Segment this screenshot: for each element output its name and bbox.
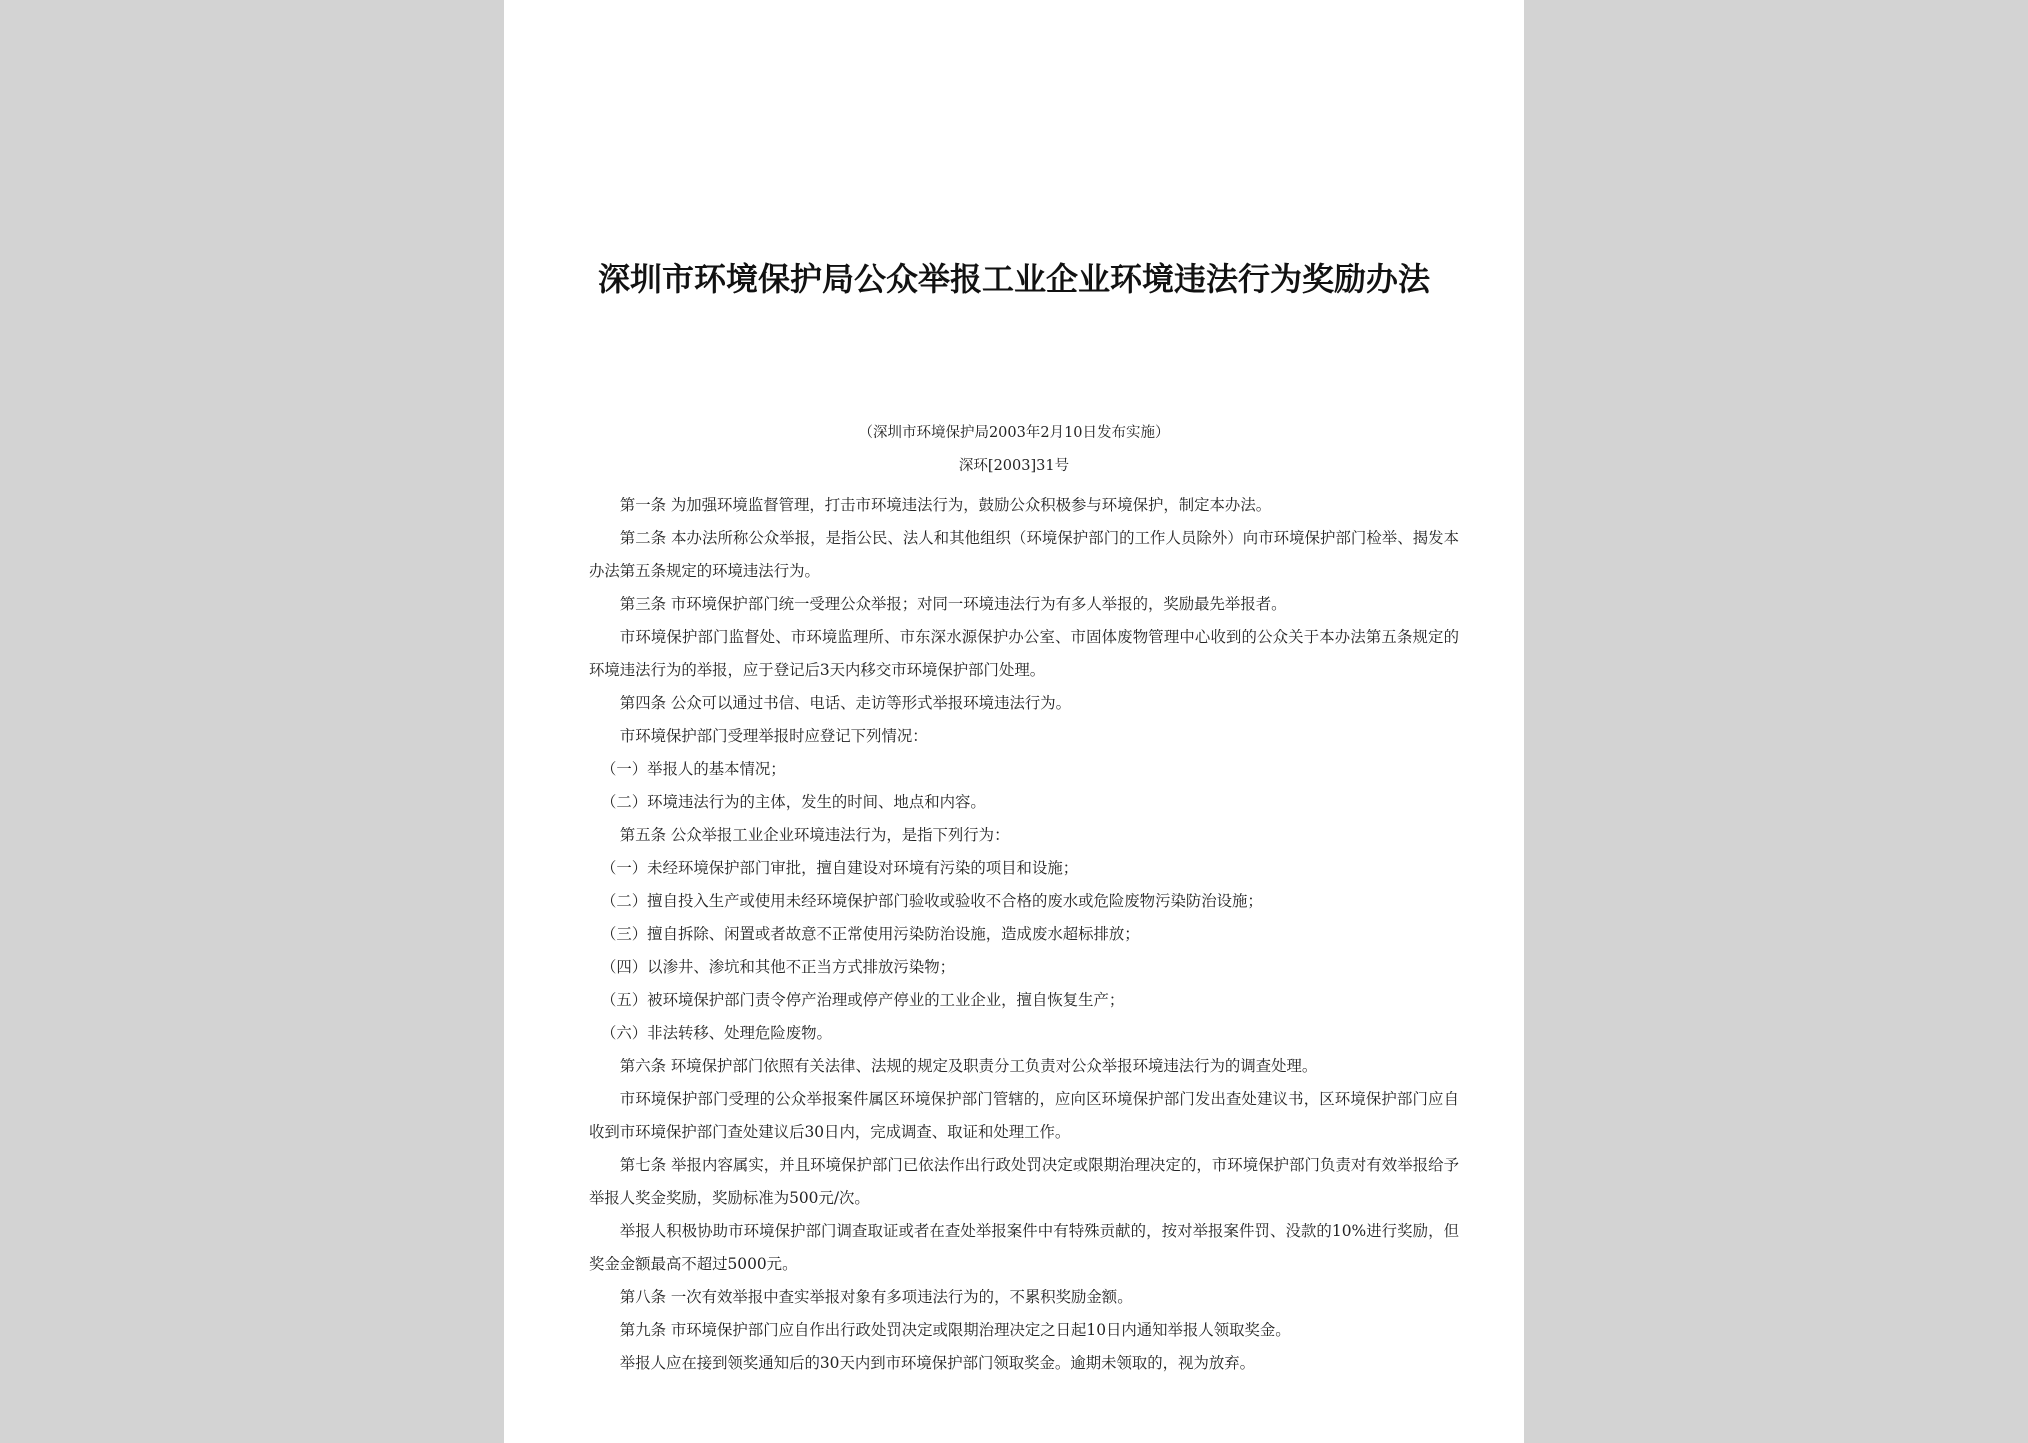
list-item: （二）擅自投入生产或使用未经环境保护部门验收或验收不合格的废水或危险废物污染防治设施；: [601, 892, 1263, 910]
list-item: （二）环境违法行为的主体，发生的时间、地点和内容。: [601, 793, 986, 811]
list-item: （一）举报人的基本情况；: [601, 760, 786, 778]
list-item: （一）未经环境保护部门审批，擅自建设对环境有污染的项目和设施；: [601, 859, 1079, 877]
paragraph-article-6-district: 市环境保护部门受理的公众举报案件属区环境保护部门管辖的，应向区环境保护部门发出查处建议书，区环境保护部门应自收到市环境保护部门查处建议后30日内，完成调查、取证和处理工作。: [589, 1090, 1459, 1141]
paragraph-article-3: 第三条 市环境保护部门统一受理公众举报；对同一环境违法行为有多人举报的，奖励最先举报者。: [619, 595, 1287, 613]
paragraph-article-5: 第五条 公众举报工业企业环境违法行为，是指下列行为：: [619, 826, 1010, 844]
paragraph-article-3-transfer: 市环境保护部门监督处、市环境监理所、市东深水源保护办公室、市固体废物管理中心收到的公众关于本办法第五条规定的环境违法行为的举报，应于登记后3天内移交市环境保护部门处理。: [589, 628, 1459, 679]
document-title: 深圳市环境保护局公众举报工业企业环境违法行为奖励办法: [597, 260, 1430, 298]
paragraph-article-6: 第六条 环境保护部门依照有关法律、法规的规定及职责分工负责对公众举报环境违法行为的调查处理。: [619, 1057, 1318, 1075]
list-item: （五）被环境保护部门责令停产治理或停产停业的工业企业，擅自恢复生产；: [601, 991, 1125, 1009]
paragraph-article-2: 第二条 本办法所称公众举报，是指公民、法人和其他组织（环境保护部门的工作人员除外）向市环境保护部门检举、揭发本办法第五条规定的环境违法行为。: [589, 529, 1459, 580]
document-page: [504, 0, 1524, 1443]
document-body: [589, 489, 1459, 1380]
paragraph-article-4: 第四条 公众可以通过书信、电话、走访等形式举报环境违法行为。: [619, 694, 1072, 712]
paragraph-article-8: 第八条 一次有效举报中查实举报对象有多项违法行为的，不累积奖励金额。: [619, 1288, 1133, 1306]
list-item: （三）擅自拆除、闲置或者故意不正常使用污染防治设施，造成废水超标排放；: [601, 925, 1140, 943]
list-item: （四）以渗井、渗坑和其他不正当方式排放污染物；: [601, 958, 955, 976]
list-item: （六）非法转移、处理危险废物。: [601, 1024, 832, 1042]
doc-number: 深环[2003]31号: [958, 458, 1070, 474]
paragraph-article-4-registration: 市环境保护部门受理举报时应登记下列情况：: [619, 727, 928, 745]
issued-note: （深圳市环境保护局2003年2月10日发布实施）: [858, 425, 1170, 441]
paragraph-article-9: 第九条 市环境保护部门应自作出行政处罚决定或限期治理决定之日起10日内通知举报人领取奖金。: [619, 1321, 1291, 1339]
paragraph-article-1: 第一条 为加强环境监督管理，打击市环境违法行为，鼓励公众积极参与环境保护，制定本办法。: [619, 496, 1272, 514]
paragraph-article-7-bonus: 举报人积极协助市环境保护部门调查取证或者在查处举报案件中有特殊贡献的，按对举报案件罚、没款的10%进行奖励，但奖金金额最高不超过5000元。: [589, 1222, 1459, 1273]
paragraph-article-9-claim: 举报人应在接到领奖通知后的30天内到市环境保护部门领取奖金。逾期未领取的，视为放弃。: [619, 1354, 1256, 1372]
paragraph-article-7: 第七条 举报内容属实，并且环境保护部门已依法作出行政处罚决定或限期治理决定的，市环境保护部门负责对有效举报给予举报人奖金奖励，奖励标准为500元/次。: [589, 1156, 1459, 1207]
